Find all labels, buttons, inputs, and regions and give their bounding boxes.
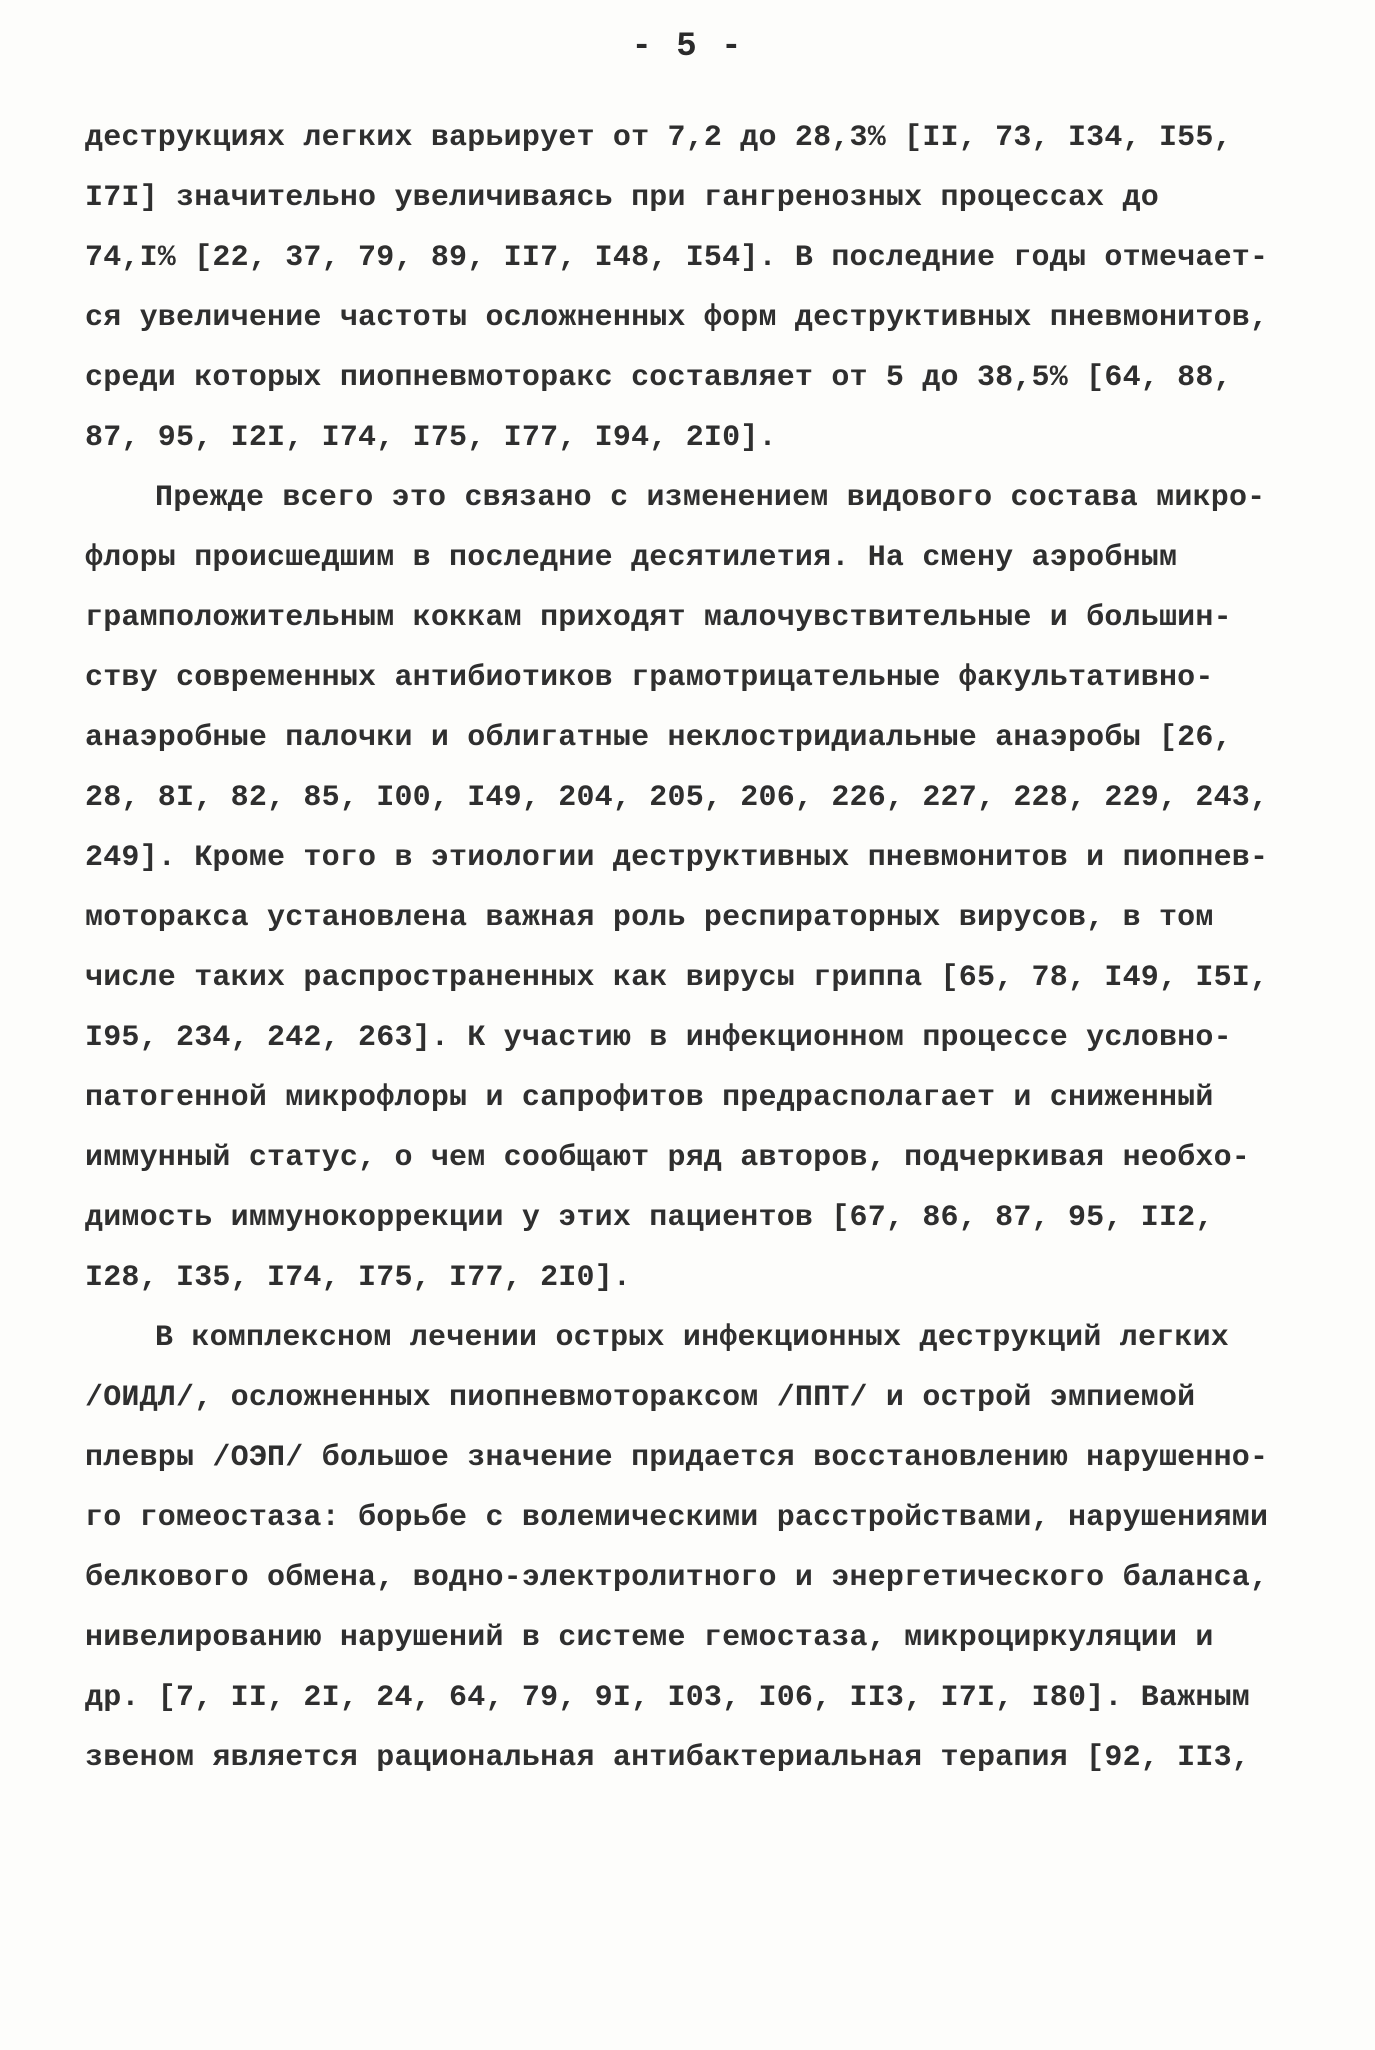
text-line: анаэробные палочки и облигатные неклостридиальные анаэробы [26, [85, 721, 1232, 755]
text-line: нивелированию нарушений в системе гемостаза, микроциркуляции и [85, 1621, 1214, 1655]
text-line: го гомеостаза: борьбе с волемическими расстройствами, нарушениями [85, 1501, 1269, 1535]
text-line: I28, I35, I74, I75, I77, 2I0]. [85, 1261, 632, 1295]
text-line: димость иммунокоррекции у этих пациентов [67, 86, 87, 95, II2, [85, 1201, 1214, 1235]
text-line: /ОИДЛ/, осложненных пиопневмотораксом /ППТ/ и острой эмпиемой [85, 1381, 1196, 1415]
text-line: грамположительным коккам приходят малочувствительные и большин- [85, 601, 1232, 635]
text-line: 249]. Кроме того в этиологии деструктивных пневмонитов и пиопнев- [85, 841, 1269, 875]
text-line: среди которых пиопневмоторакс составляет от 5 до 38,5% [64, 88, [85, 361, 1232, 395]
text-line: деструкциях легких варьирует от 7,2 до 28,3% [II, 73, I34, I55, [85, 121, 1232, 155]
page-number: - 5 - [631, 28, 744, 66]
text-line: 87, 95, I2I, I74, I75, I77, I94, 2I0]. [85, 421, 777, 455]
text-line: 74,I% [22, 37, 79, 89, II7, I48, I54]. В последние годы отмечает- [85, 241, 1269, 275]
text-line: белкового обмена, водно-электролитного и энергетического баланса, [85, 1561, 1269, 1595]
text-line: плевры /ОЭП/ большое значение придается восстановлению нарушенно- [85, 1441, 1269, 1475]
text-line: I7I] значительно увеличиваясь при гангренозных процессах до [85, 181, 1159, 215]
text-line: флоры происшедшим в последние десятилетия. На смену аэробным [85, 541, 1178, 575]
text-line: 28, 8I, 82, 85, I00, I49, 204, 205, 206, 226, 227, 228, 229, 243, [85, 781, 1269, 815]
text-line: ству современных антибиотиков грамотрицательные факультативно- [85, 661, 1214, 695]
text-line: моторакса установлена важная роль респираторных вирусов, в том [85, 901, 1214, 935]
text-line: ся увеличение частоты осложненных форм деструктивных пневмонитов, [85, 301, 1269, 335]
paragraph-first-line: В комплексном лечении острых инфекционных деструкций легких [155, 1321, 1229, 1355]
text-line: звеном является рациональная антибактериальная терапия [92, II3, [85, 1741, 1250, 1775]
text-line: иммунный статус, о чем сообщают ряд авторов, подчеркивая необхо- [85, 1141, 1250, 1175]
text-line: I95, 234, 242, 263]. К участию в инфекционном процессе условно- [85, 1021, 1232, 1055]
text-line: патогенной микрофлоры и сапрофитов предрасполагает и сниженный [85, 1081, 1214, 1115]
text-line: др. [7, II, 2I, 24, 64, 79, 9I, I03, I06, II3, I7I, I80]. Важным [85, 1681, 1250, 1715]
paragraph-first-line: Прежде всего это связано с изменением видового состава микро- [155, 481, 1266, 515]
text-line: числе таких распространенных как вирусы гриппа [65, 78, I49, I5I, [85, 961, 1269, 995]
